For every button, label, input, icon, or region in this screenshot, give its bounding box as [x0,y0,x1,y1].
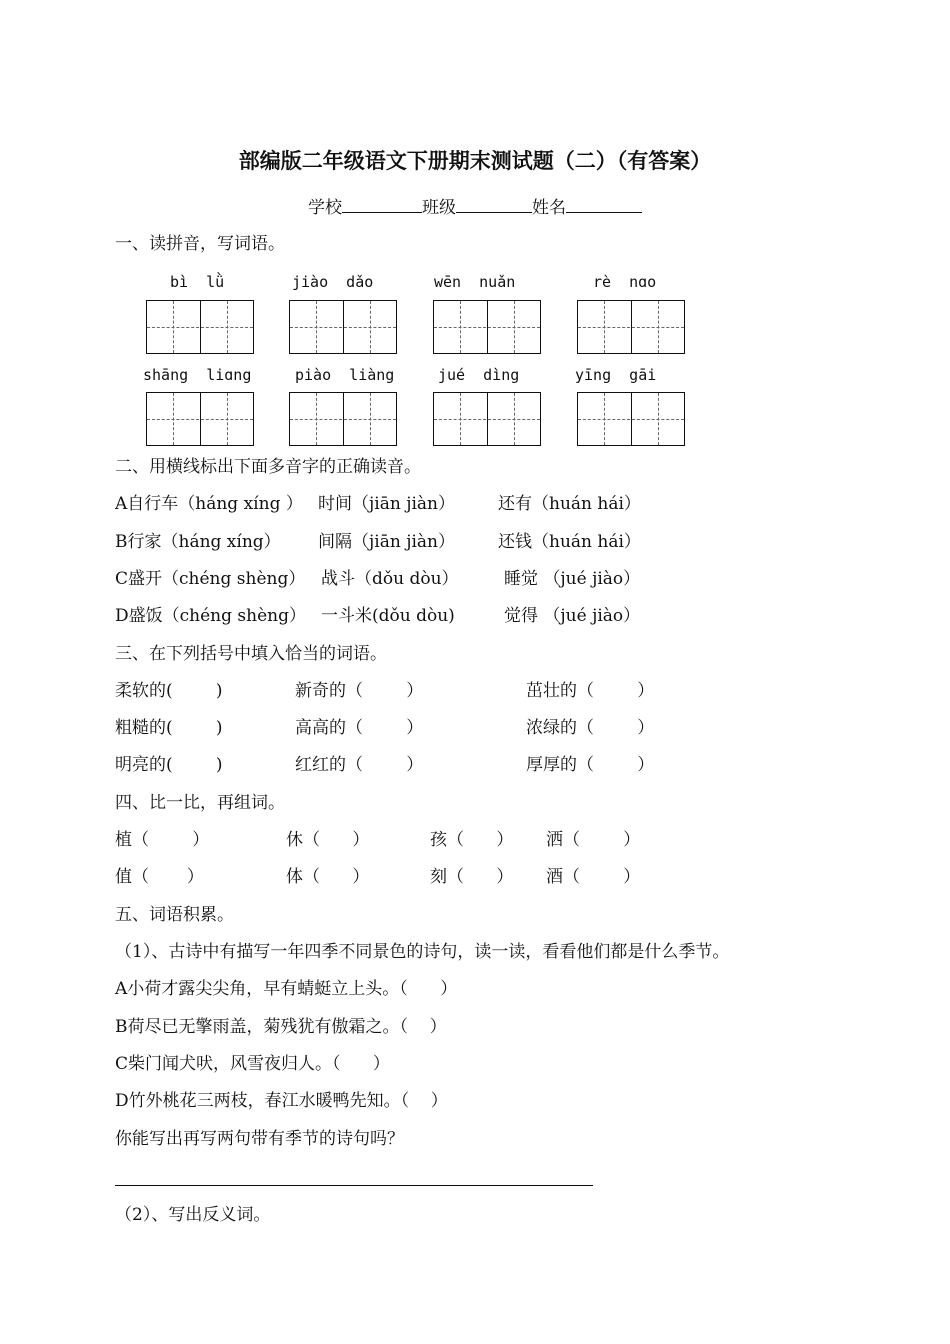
name-label: 姓名 [532,198,566,218]
polyphone-item: D盛饭（chéng shèng） [115,606,306,626]
pinyin-label: wēn nuǎn [434,273,516,291]
fill-item[interactable]: 柔软的( ) [115,681,223,701]
writing-grid[interactable] [433,300,541,354]
polyphone-item: A自行车（háng xíng ） [115,494,303,514]
section-1-heading: 一、读拼音，写词语。 [115,234,285,254]
compare-item[interactable]: 酒（ ） [546,867,641,887]
polyphone-item: 还有（huán hái） [498,494,641,514]
compare-item[interactable]: 洒（ ） [546,830,641,850]
fill-item[interactable]: 浓绿的（ ） [526,718,655,738]
pinyin-label: jué dìng [438,366,520,384]
writing-grid[interactable] [577,300,685,354]
writing-grid[interactable] [146,392,254,446]
answer-line[interactable] [115,1185,593,1186]
compare-item[interactable]: 体（ ） [286,867,370,887]
polyphone-item: 觉得 （jué jiào） [504,606,641,626]
polyphone-item: 间隔（jiān jiàn） [318,532,455,552]
writing-grid[interactable] [146,300,254,354]
pinyin-label: jiào dǎo [292,273,374,291]
pinyin-label: yīng gāi [575,366,657,384]
section-5-heading: 五、词语积累。 [115,905,234,925]
polyphone-item: 睡觉 （jué jiào） [504,569,641,589]
section-3-heading: 三、在下列括号中填入恰当的词语。 [115,644,387,664]
poem-line[interactable]: C柴门闻犬吠，风雪夜归人。（ ） [115,1054,390,1074]
antonym-question: （2）、写出反义词。 [115,1205,271,1225]
fill-item[interactable]: 粗糙的( ) [115,718,223,738]
polyphone-item: C盛开（chéng shèng） [115,569,306,589]
poem-line[interactable]: B荷尽已无擎雨盖，菊残犹有傲霜之。（ ） [115,1017,447,1037]
poem-question: （1）、古诗中有描写一年四季不同景色的诗句，读一读，看看他们都是什么季节。 [115,942,730,962]
poem-line[interactable]: D竹外桃花三两枝，春江水暖鸭先知。（ ） [115,1091,448,1111]
fill-item[interactable]: 茁壮的（ ） [526,681,655,701]
pinyin-label: rè nɑo [593,273,657,291]
writing-grid[interactable] [433,392,541,446]
fill-item[interactable]: 高高的（ ） [295,718,424,738]
compare-item[interactable]: 植（ ） [115,830,210,850]
compare-item[interactable]: 刻（ ） [430,867,514,887]
compare-item[interactable]: 孩（ ） [430,830,514,850]
page-title: 部编版二年级语文下册期末测试题（二）（有答案） [238,148,712,173]
fill-item[interactable]: 厚厚的（ ） [526,755,655,775]
polyphone-item: 还钱（huán hái） [498,532,641,552]
pinyin-label: bì lǜ [170,273,225,291]
pinyin-label: shāng liɑng [143,366,252,384]
class-label: 班级 [422,198,456,218]
school-blank[interactable] [342,196,422,213]
polyphone-item: 战斗（dǒu dòu） [321,569,459,589]
polyphone-item: B行家（háng xíng） [115,532,281,552]
poem-line[interactable]: A小荷才露尖尖角，早有蜻蜓立上头。（ ） [115,979,458,999]
student-info-line [0,196,950,219]
compare-item[interactable]: 休（ ） [286,830,370,850]
writing-grid[interactable] [289,392,397,446]
poem-prompt: 你能写出再写两句带有季节的诗句吗？ [115,1129,404,1149]
polyphone-item: 时间（jiān jiàn） [318,494,455,514]
class-blank[interactable] [456,196,532,213]
pinyin-label: piào liàng [295,366,395,384]
polyphone-item: 一斗米(dǒu dòu) [321,606,455,626]
writing-grid[interactable] [577,392,685,446]
fill-item[interactable]: 新奇的（ ） [295,681,424,701]
section-4-heading: 四、比一比，再组词。 [115,793,285,813]
school-label: 学校 [308,198,342,218]
fill-item[interactable]: 明亮的( ) [115,755,223,775]
fill-item[interactable]: 红红的（ ） [295,755,424,775]
writing-grid[interactable] [289,300,397,354]
compare-item[interactable]: 值（ ） [115,867,204,887]
section-2-heading: 二、用横线标出下面多音字的正确读音。 [115,457,421,477]
name-blank[interactable] [566,196,642,213]
